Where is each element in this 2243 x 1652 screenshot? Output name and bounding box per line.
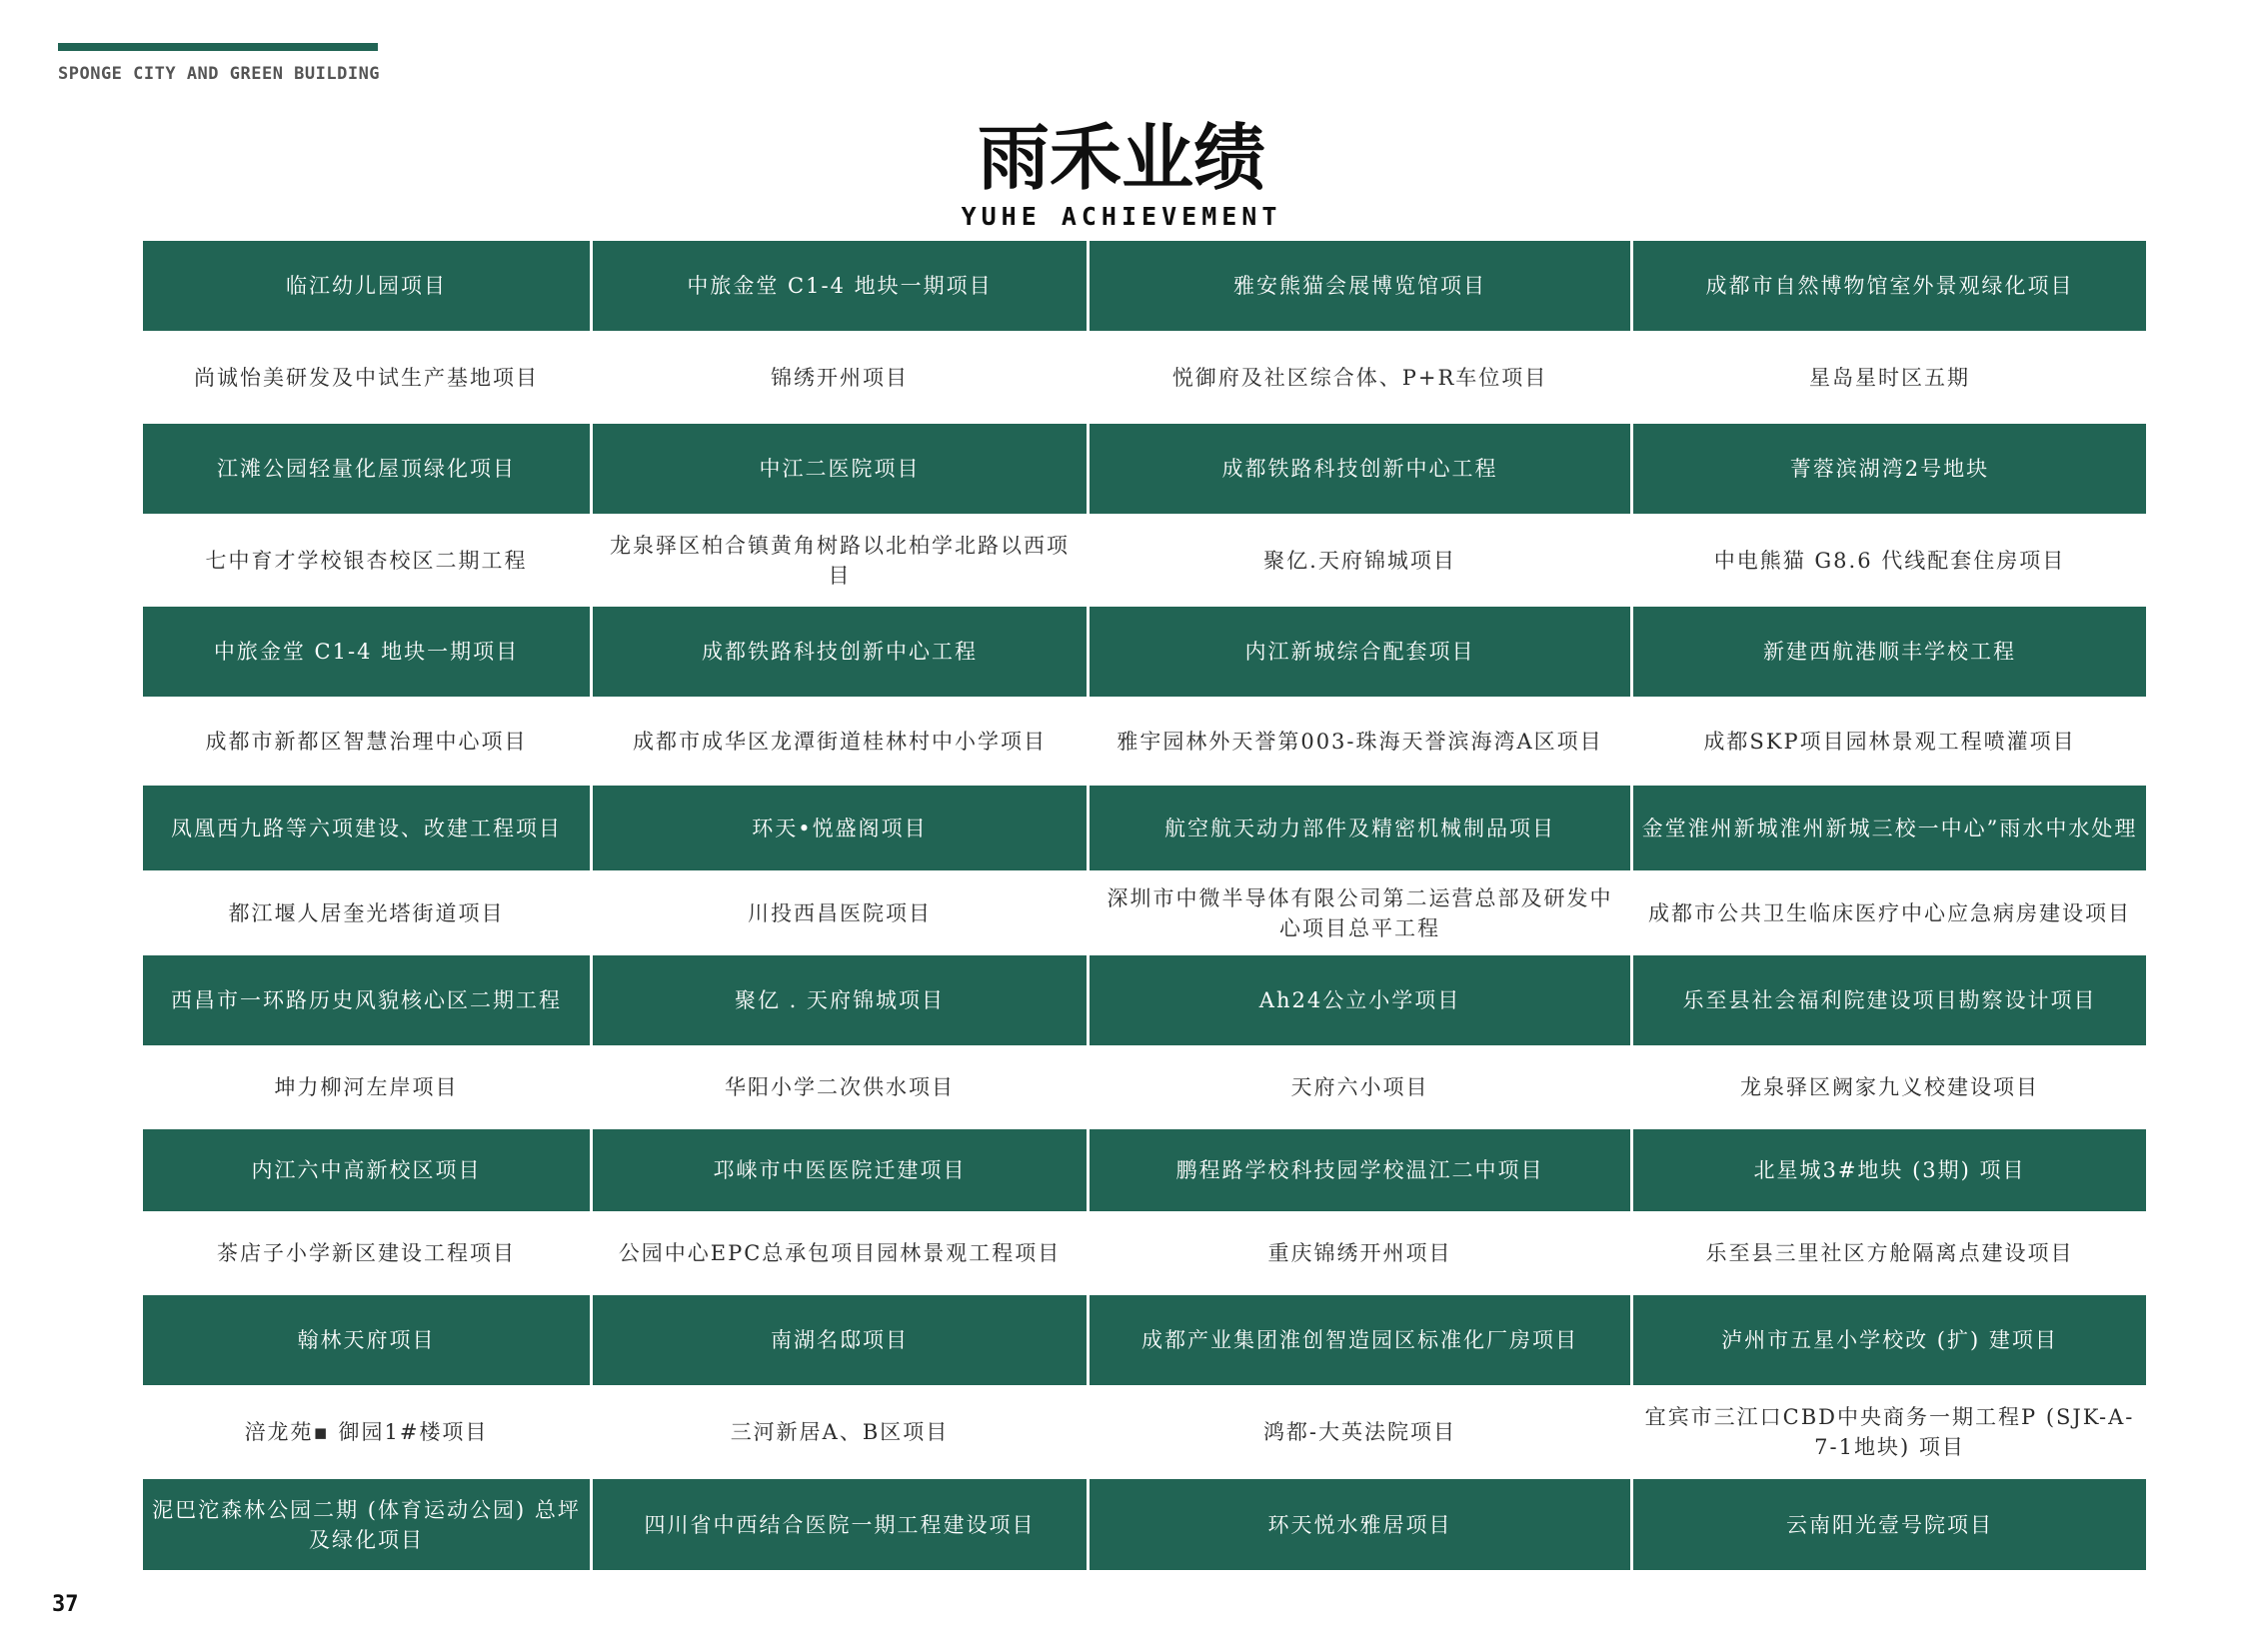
project-cell: 聚亿.天府锦城项目 bbox=[1090, 516, 1630, 605]
project-cell: 环天悦水雅居项目 bbox=[1090, 1479, 1630, 1570]
project-cell: 金堂淮州新城淮州新城三校一中心”雨水中水处理 bbox=[1633, 786, 2146, 870]
project-cell: 江滩公园轻量化屋顶绿化项目 bbox=[143, 424, 590, 514]
project-cell: 鹏程路学校科技园学校温江二中项目 bbox=[1090, 1129, 1630, 1211]
project-cell: 航空航天动力部件及精密机械制品项目 bbox=[1090, 786, 1630, 870]
project-table bbox=[143, 241, 2145, 1555]
project-cell: 川投西昌医院项目 bbox=[593, 872, 1087, 953]
project-cell: 三河新居A、B区项目 bbox=[593, 1387, 1087, 1477]
project-cell: 临江幼儿园项目 bbox=[143, 241, 590, 331]
project-cell: 环天•悦盛阁项目 bbox=[593, 786, 1087, 870]
project-cell: 乐至县三里社区方舱隔离点建设项目 bbox=[1633, 1213, 2146, 1293]
page-title: 雨禾业绩 bbox=[977, 116, 1265, 200]
project-cell: 北星城3#地块 (3期) 项目 bbox=[1633, 1129, 2146, 1211]
page-number: 37 bbox=[52, 1592, 79, 1617]
project-cell: 天府六小项目 bbox=[1090, 1047, 1630, 1127]
project-cell: 聚亿 . 天府锦城项目 bbox=[593, 955, 1087, 1045]
project-cell: 坤力柳河左岸项目 bbox=[143, 1047, 590, 1127]
project-cell: 四川省中西结合医院一期工程建设项目 bbox=[593, 1479, 1087, 1570]
project-cell: Ah24公立小学项目 bbox=[1090, 955, 1630, 1045]
project-cell: 龙泉驿区柏合镇黄角树路以北柏学北路以西项目 bbox=[593, 516, 1087, 605]
project-cell: 邛崃市中医医院迁建项目 bbox=[593, 1129, 1087, 1211]
project-cell: 成都市成华区龙潭街道桂林村中小学项目 bbox=[593, 699, 1087, 784]
project-cell: 涪龙苑▪ 御园1#楼项目 bbox=[143, 1387, 590, 1477]
project-cell: 中旅金堂 C1-4 地块一期项目 bbox=[593, 241, 1087, 331]
project-cell: 中旅金堂 C1-4 地块一期项目 bbox=[143, 607, 590, 697]
project-cell: 成都产业集团淮创智造园区标准化厂房项目 bbox=[1090, 1295, 1630, 1385]
project-cell: 鸿都-大英法院项目 bbox=[1090, 1387, 1630, 1477]
project-cell: 雅宇园林外天誉第003-珠海天誉滨海湾A区项目 bbox=[1090, 699, 1630, 784]
project-cell: 云南阳光壹号院项目 bbox=[1633, 1479, 2146, 1570]
header-accent-bar bbox=[58, 43, 378, 51]
project-cell: 成都铁路科技创新中心工程 bbox=[593, 607, 1087, 697]
project-cell: 成都市自然博物馆室外景观绿化项目 bbox=[1633, 241, 2146, 331]
project-cell: 成都SKP项目园林景观工程喷灌项目 bbox=[1633, 699, 2146, 784]
project-cell: 宜宾市三江口CBD中央商务一期工程P (SJK-A-7-1地块) 项目 bbox=[1633, 1387, 2146, 1477]
project-cell: 内江新城综合配套项目 bbox=[1090, 607, 1630, 697]
project-cell: 华阳小学二次供水项目 bbox=[593, 1047, 1087, 1127]
project-cell: 星岛星时区五期 bbox=[1633, 333, 2146, 422]
project-cell: 西昌市一环路历史风貌核心区二期工程 bbox=[143, 955, 590, 1045]
project-cell: 乐至县社会福利院建设项目勘察设计项目 bbox=[1633, 955, 2146, 1045]
project-cell: 尚诚怡美研发及中试生产基地项目 bbox=[143, 333, 590, 422]
project-cell: 都江堰人居奎光塔街道项目 bbox=[143, 872, 590, 953]
project-cell: 中江二医院项目 bbox=[593, 424, 1087, 514]
project-cell: 雅安熊猫会展博览馆项目 bbox=[1090, 241, 1630, 331]
project-cell: 泥巴沱森林公园二期 (体育运动公园) 总坪及绿化项目 bbox=[143, 1479, 590, 1570]
project-cell: 翰林天府项目 bbox=[143, 1295, 590, 1385]
project-cell: 七中育才学校银杏校区二期工程 bbox=[143, 516, 590, 605]
project-cell: 菁蓉滨湖湾2号地块 bbox=[1633, 424, 2146, 514]
project-cell: 锦绣开州项目 bbox=[593, 333, 1087, 422]
project-cell: 重庆锦绣开州项目 bbox=[1090, 1213, 1630, 1293]
project-cell: 凤凰西九路等六项建设、改建工程项目 bbox=[143, 786, 590, 870]
project-cell: 泸州市五星小学校改 (扩) 建项目 bbox=[1633, 1295, 2146, 1385]
project-cell: 中电熊猫 G8.6 代线配套住房项目 bbox=[1633, 516, 2146, 605]
project-cell: 成都市新都区智慧治理中心项目 bbox=[143, 699, 590, 784]
project-cell: 新建西航港顺丰学校工程 bbox=[1633, 607, 2146, 697]
project-cell: 龙泉驿区阙家九义校建设项目 bbox=[1633, 1047, 2146, 1127]
project-cell: 悦御府及社区综合体、P+R车位项目 bbox=[1090, 333, 1630, 422]
brand-tagline: SPONGE CITY AND GREEN BUILDING bbox=[58, 64, 381, 84]
project-cell: 茶店子小学新区建设工程项目 bbox=[143, 1213, 590, 1293]
project-cell: 成都铁路科技创新中心工程 bbox=[1090, 424, 1630, 514]
page-subtitle: YUHE ACHIEVEMENT bbox=[961, 202, 1282, 231]
project-cell: 南湖名邸项目 bbox=[593, 1295, 1087, 1385]
project-cell: 成都市公共卫生临床医疗中心应急病房建设项目 bbox=[1633, 872, 2146, 953]
project-cell: 公园中心EPC总承包项目园林景观工程项目 bbox=[593, 1213, 1087, 1293]
project-cell: 内江六中高新校区项目 bbox=[143, 1129, 590, 1211]
project-cell: 深圳市中微半导体有限公司第二运营总部及研发中心项目总平工程 bbox=[1090, 872, 1630, 953]
